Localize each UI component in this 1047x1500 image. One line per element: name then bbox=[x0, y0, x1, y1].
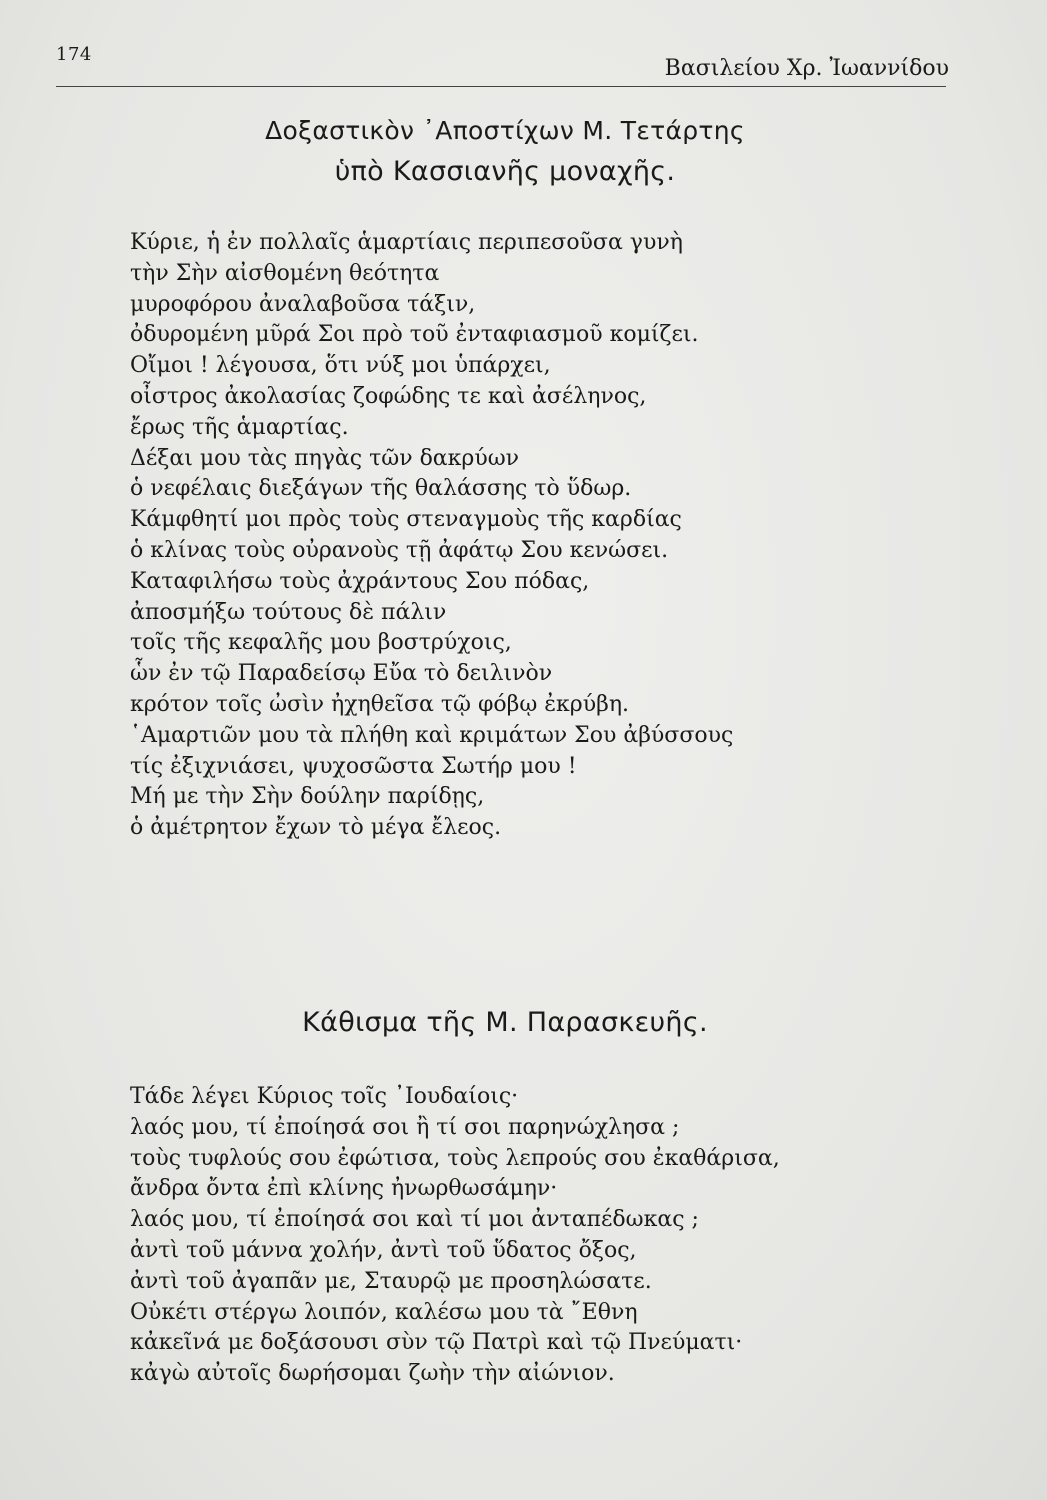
verse-line: ὁ νεφέλαις διεξάγων τῆς θαλάσσης τὸ ὕδωρ. bbox=[130, 476, 632, 502]
verse-line: Οὐκέτι στέργω λοιπόν, καλέσω μου τὰ ῎Εθνη bbox=[130, 1299, 638, 1325]
verse-line: ὁ ἀμέτρητον ἔχων τὸ μέγα ἔλεος. bbox=[130, 815, 502, 841]
verse-line: τὴν Σὴν αἰσθομένη θεότητα bbox=[130, 260, 440, 286]
verse-line: τοῖς τῆς κεφαλῆς μου βοστρύχοις, bbox=[130, 630, 512, 656]
verse-line: λαός μου, τί ἐποίησά σοι καὶ τί μοι ἀνταπέδωκας ; bbox=[130, 1207, 699, 1233]
section2-title: Κάθισμα τῆς Μ. Παρασκευῆς. bbox=[302, 1007, 708, 1038]
verse-line: Μή με τὴν Σὴν δούλην παρίδῃς, bbox=[130, 784, 485, 810]
verse-line: ἀντὶ τοῦ μάννα χολήν, ἀντὶ τοῦ ὕδατος ὄξος, bbox=[130, 1237, 637, 1263]
verse-line: οἶστρος ἀκολασίας ζοφώδης τε καὶ ἀσέληνος, bbox=[130, 383, 647, 409]
verse-line: λαός μου, τί ἐποίησά σοι ἢ τί σοι παρηνώχλησα ; bbox=[130, 1114, 680, 1140]
page-number: 174 bbox=[56, 44, 92, 65]
header-rule bbox=[56, 86, 946, 87]
verse-line: τοὺς τυφλούς σου ἐφώτισα, τοὺς λεπρούς σου ἐκαθάρισα, bbox=[130, 1145, 780, 1171]
verse-line: τίς ἐξιχνιάσει, ψυχοσῶστα Σωτήρ μου ! bbox=[130, 753, 577, 779]
verse-line: Οἴμοι ! λέγουσα, ὅτι νύξ μοι ὑπάρχει, bbox=[130, 353, 551, 379]
verse-line: Δέξαι μου τὰς πηγὰς τῶν δακρύων bbox=[130, 445, 520, 471]
verse-line: μυροφόρου ἀναλαβοῦσα τάξιν, bbox=[130, 291, 476, 317]
verse-line: ἀντὶ τοῦ ἀγαπᾶν με, Σταυρῷ με προσηλώσατε. bbox=[130, 1268, 652, 1294]
section1-title: Δοξαστικὸν ᾿Αποστίχων Μ. Τετάρτης bbox=[265, 116, 745, 145]
verse-line: ἄνδρα ὄντα ἐπὶ κλίνης ἠνωρθωσάμην· bbox=[130, 1176, 558, 1202]
section1-subtitle: ὑπὸ Κασσιανῆς μοναχῆς. bbox=[334, 156, 676, 187]
section2-hymn-text bbox=[130, 1082, 780, 1390]
verse-line: ἔρως τῆς ἁμαρτίας. bbox=[130, 414, 349, 440]
verse-line: Καταφιλήσω τοὺς ἀχράντους Σου πόδας, bbox=[130, 568, 590, 594]
verse-line: κἀκεῖνά με δοξάσουσι σὺν τῷ Πατρὶ καὶ τῷ Πνεύματι· bbox=[130, 1330, 743, 1356]
verse-line: κἀγὼ αὐτοῖς δωρήσομαι ζωὴν τὴν αἰώνιον. bbox=[130, 1361, 615, 1387]
verse-line: Κάμφθητί μοι πρὸς τοὺς στεναγμοὺς τῆς καρδίας bbox=[130, 507, 682, 533]
verse-line: Τάδε λέγει Κύριος τοῖς ᾿Ιουδαίοις· bbox=[130, 1084, 519, 1109]
running-head: Βασιλείου Χρ. Ἰωαννίδου bbox=[664, 56, 949, 81]
verse-line: ῾Αμαρτιῶν μου τὰ πλήθη καὶ κριμάτων Σου ἀβύσσους bbox=[130, 722, 734, 748]
verse-line: ὁ κλίνας τοὺς οὐρανοὺς τῇ ἀφάτῳ Σου κενώσει. bbox=[130, 537, 669, 563]
verse-line: ὀδυρομένη μῦρά Σοι πρὸ τοῦ ἐνταφιασμοῦ κομίζει. bbox=[130, 322, 699, 348]
section1-hymn-text bbox=[130, 228, 733, 844]
verse-line: Κύριε, ἡ ἐν πολλαῖς ἁμαρτίαις περιπεσοῦσα γυνὴ bbox=[130, 230, 683, 255]
verse-line: ὧν ἐν τῷ Παραδείσῳ Εὔα τὸ δειλινὸν bbox=[130, 661, 553, 687]
verse-line: κρότον τοῖς ὠσὶν ἠχηθεῖσα τῷ φόβῳ ἐκρύβη. bbox=[130, 691, 630, 717]
verse-line: ἀποσμήξω τούτους δὲ πάλιν bbox=[130, 599, 447, 625]
